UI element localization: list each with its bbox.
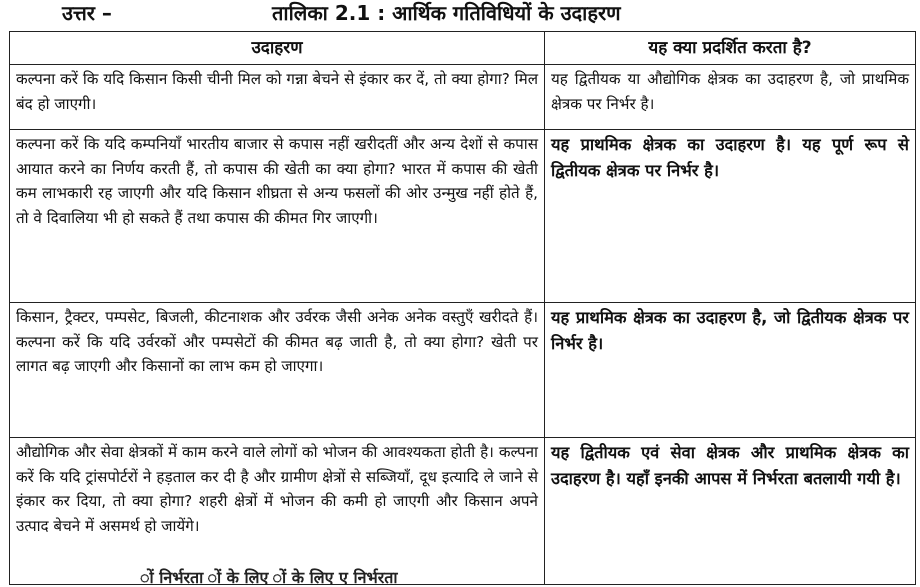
meaning-cell: यह द्वितीयक एवं सेवा क्षेत्रक और प्राथमिक क्षेत्रक का उदाहरण है। यहाँ इनकी आपस में निर्भरता बतलायी गयी है।: [545, 438, 916, 585]
column-header-meaning: यह क्या प्रदर्शित करता है?: [545, 32, 916, 65]
cut-off-text-line: [0, 568, 920, 587]
example-cell: कल्पना करें कि यदि किसान किसी चीनी मिल को गन्ना बेचने से इंकार कर दें, तो क्या होगा? मिल बंद हो जाएगी।: [10, 65, 545, 130]
column-header-example: उदाहरण: [10, 32, 545, 65]
example-cell: किसान, ट्रैक्टर, पम्पसेट, बिजली, कीटनाशक और उर्वरक जैसी अनेक अनेक वस्तुएँ खरीदते हैं। कल्पना करें कि यदि उर्वरकों और पम्पसेटों की कीमत बढ़ जाती है, तो क्या होगा? खेती पर लागत बढ़ जाएगी और किसानों का लाभ कम हो जाएगा।: [10, 303, 545, 438]
table-row: [10, 303, 916, 438]
answer-label: उत्तर –: [62, 1, 112, 25]
example-cell: कल्पना करें कि यदि कम्पनियाँ भारतीय बाजार से कपास नहीं खरीदतीं और अन्य देशों से कपास आयात करने का निर्णय करती हैं, तो कपास की खेती का क्या होगा? भारत में कपास की खेती कम लाभकारी रह जाएगी और यदि किसान शीघ्रता से अन्य फसलों की ओर उन्मुख नहीं होते हैं, तो वे दिवालिया भी हो सकते हैं तथा कपास की कीमत गिर जाएगी।: [10, 130, 545, 303]
example-cell: औद्योगिक और सेवा क्षेत्रकों में काम करने वाले लोगों को भोजन की आवश्यकता होती है। कल्पना करें कि यदि ट्रांसपोर्टरों ने हड़ताल कर दी है और ग्रामीण क्षेत्रों से सब्जियाँ, दूध इत्यादि ले जाने से इंकार कर दिया, तो क्या होगा? शहरी क्षेत्रों में भोजन की कमी हो जाएगी और किसान अपने उत्पाद बेचने में असमर्थ हो जायेंगे।: [10, 438, 545, 585]
cut-off-text: ों निर्भरता ों के लिए ों के लिए ए निर्भरता: [140, 568, 398, 587]
table-row: [10, 65, 916, 130]
table-title: तालिका 2.1 : आर्थिक गतिविधियों के उदाहरण: [272, 1, 621, 25]
table-row: [10, 438, 916, 585]
table-header-row: [10, 32, 916, 65]
economic-activities-table: [9, 31, 916, 585]
meaning-cell: यह प्राथमिक क्षेत्रक का उदाहरण है। यह पूर्ण रूप से द्वितीयक क्षेत्रक पर निर्भर है।: [545, 130, 916, 303]
meaning-cell: यह प्राथमिक क्षेत्रक का उदाहरण है, जो द्वितीयक क्षेत्रक पर निर्भर है।: [545, 303, 916, 438]
meaning-cell: यह द्वितीयक या औद्योगिक क्षेत्रक का उदाहरण है, जो प्राथमिक क्षेत्रक पर निर्भर है।: [545, 65, 916, 130]
table-row: [10, 130, 916, 303]
